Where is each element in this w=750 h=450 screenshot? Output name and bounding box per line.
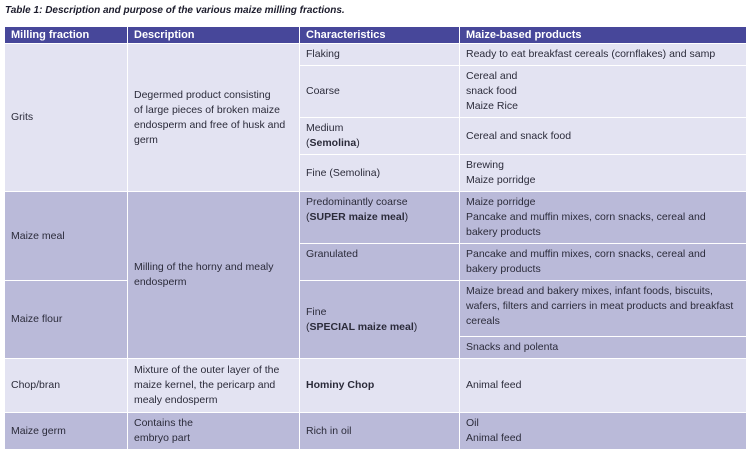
- table-row: [5, 281, 747, 337]
- characteristic-cell: [300, 66, 460, 118]
- product-line: Maize porridge: [466, 174, 536, 186]
- fraction-grits: Grits: [5, 44, 128, 192]
- description-line: endosperm: [134, 276, 187, 288]
- products-cell: [460, 44, 747, 66]
- fraction-maize-germ: Maize germ: [5, 413, 128, 450]
- description-line: germ: [134, 133, 158, 146]
- products-cell: [460, 192, 747, 244]
- product-line: Snacks and polenta: [466, 341, 559, 353]
- characteristic-cell: [300, 192, 460, 244]
- characteristic-text: Fine: [306, 305, 327, 318]
- characteristic-text: Flaking: [306, 48, 340, 60]
- products-cell: [460, 155, 747, 192]
- product-line: bakery products: [466, 263, 541, 275]
- description-line: maize kernel, the pericarp and: [134, 379, 276, 391]
- product-line: cereals: [466, 315, 500, 327]
- characteristic-cell: [300, 413, 460, 450]
- characteristic-cell: [300, 155, 460, 192]
- product-line: Oil: [466, 417, 479, 429]
- product-line: Pancake and muffin mixes, corn snacks, cereal and: [466, 248, 706, 260]
- table-caption: Table 1: Description and purpose of the various maize milling fractions.: [5, 5, 345, 16]
- product-line: Maize porridge: [466, 196, 536, 208]
- characteristic-cell: [300, 244, 460, 281]
- characteristic-cell: [300, 118, 460, 155]
- products-cell: [460, 413, 747, 450]
- characteristic-text: Fine (Semolina): [306, 166, 381, 179]
- fraction-maize-flour: Maize flour: [5, 281, 128, 359]
- description-line: Contains the: [134, 417, 193, 429]
- product-line: Maize Rice: [466, 100, 518, 112]
- product-line: wafers, filters and carriers in meat products and breakfast: [466, 300, 734, 312]
- characteristic-text: (SUPER maize meal): [306, 211, 409, 223]
- product-line: Pancake and muffin mixes, corn snacks, cereal and: [466, 211, 706, 223]
- characteristic-cell: [300, 281, 460, 359]
- description-line: embryo part: [134, 432, 191, 444]
- header-maize-based-products: Maize-based products: [460, 27, 747, 44]
- product-line: Brewing: [466, 159, 504, 171]
- products-cell: [460, 359, 747, 413]
- products-cell: [460, 244, 747, 281]
- product-line: Animal feed: [466, 379, 522, 391]
- description-maize-germ: [128, 413, 300, 450]
- table-row: [5, 359, 747, 413]
- product-line: Maize bread and bakery mixes, infant foods, biscuits,: [466, 285, 713, 297]
- characteristic-text: Hominy Chop: [306, 379, 375, 391]
- milling-fractions-table: [4, 26, 747, 450]
- description-meal-flour: [128, 192, 300, 359]
- description-line: mealy endosperm: [134, 394, 218, 406]
- product-line: Ready to eat breakfast cereals (cornflakes) and samp: [466, 48, 716, 60]
- description-line: of large pieces of broken maize: [134, 103, 280, 116]
- product-line: snack food: [466, 85, 517, 97]
- product-line: Cereal and snack food: [466, 129, 572, 142]
- characteristic-cell: [300, 359, 460, 413]
- products-cell: [460, 118, 747, 155]
- description-line: Mixture of the outer layer of the: [134, 364, 280, 376]
- products-cell: [460, 337, 747, 359]
- products-cell: [460, 281, 747, 337]
- characteristic-text: (Semolina): [306, 137, 360, 149]
- characteristic-cell: [300, 44, 460, 66]
- header-row: [5, 27, 747, 44]
- products-cell: [460, 66, 747, 118]
- description-line: endosperm and free of husk and: [134, 118, 286, 131]
- characteristic-text: Rich in oil: [306, 424, 352, 437]
- table-row: [5, 44, 747, 66]
- description-line: Degermed product consisting: [134, 88, 271, 101]
- product-line: Animal feed: [466, 432, 522, 444]
- table-row: [5, 413, 747, 450]
- characteristic-text: Medium: [306, 122, 344, 134]
- product-line: bakery products: [466, 226, 541, 238]
- table-row: [5, 192, 747, 244]
- characteristic-text: Coarse: [306, 85, 340, 97]
- description-line: Milling of the horny and mealy: [134, 261, 274, 273]
- header-characteristics: Characteristics: [300, 27, 460, 44]
- product-line: Cereal and: [466, 70, 518, 82]
- header-milling-fraction: Milling fraction: [5, 27, 128, 44]
- description-grits: [128, 44, 300, 192]
- characteristic-text: Predominantly coarse: [306, 196, 408, 208]
- header-description: Description: [128, 27, 300, 44]
- fraction-maize-meal: Maize meal: [5, 192, 128, 281]
- characteristic-text: Granulated: [306, 248, 358, 260]
- description-chop-bran: [128, 359, 300, 413]
- characteristic-text: (SPECIAL maize meal): [306, 320, 418, 333]
- fraction-chop-bran: Chop/bran: [5, 359, 128, 413]
